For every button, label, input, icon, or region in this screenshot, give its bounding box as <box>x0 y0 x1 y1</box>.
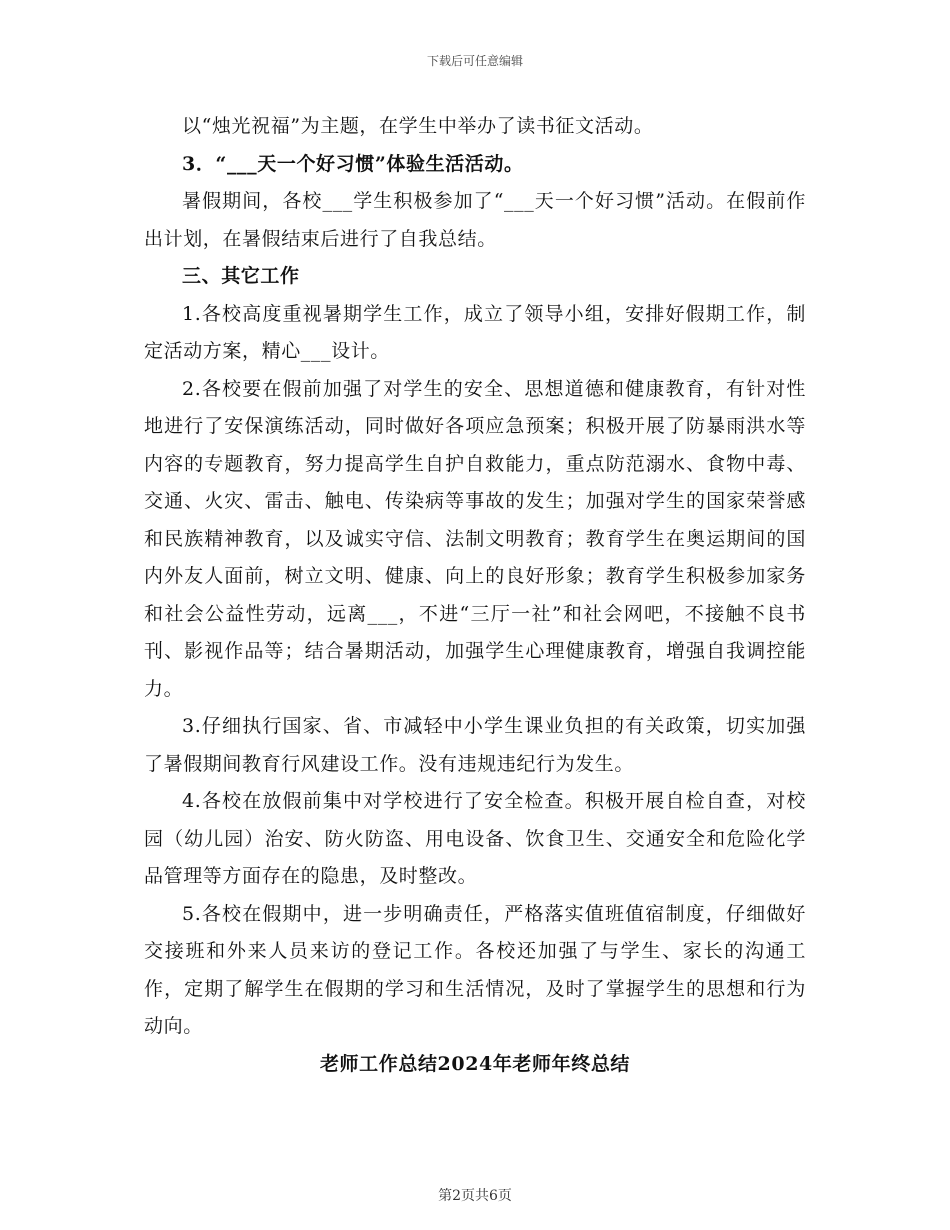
document-body <box>144 108 806 1083</box>
paragraph-item-1: 1.各校高度重视暑期学生工作，成立了领导小组，安排好假期工作，制定活动方案，精心___设计。 <box>144 302 806 362</box>
section-title: 老师工作总结2024年老师年终总结 <box>319 1052 631 1075</box>
paragraph-item-2: 2.各校要在假前加强了对学生的安全、思想道德和健康教育，有针对性地进行了安保演练活动，同时做好各项应急预案；积极开展了防暴雨洪水等内容的专题教育，努力提高学生自护自救能力，重点防范溺水、食物中毒、交通、火灾、雷击、触电、传染病等事故的发生；加强对学生的国家荣誉感和民族精神教育，以及诚实守信、法制文明教育；教育学生在奥运期间的国内外友人面前，树立文明、健康、向上的良好形象；教育学生积极参加家务和社会公益性劳动，远离___，不进“三厅一社”和社会网吧，不接触不良书刊、影视作品等；结合暑期活动，加强学生心理健康教育，增强自我调控能力。 <box>144 377 806 700</box>
paragraph-item-3: 3.仔细执行国家、省、市减轻中小学生课业负担的有关政策，切实加强了暑假期间教育行风建设工作。没有违规违纪行为发生。 <box>144 715 806 775</box>
paragraph-reading-essay: 以“烛光祝福”为主题，在学生中举办了读书征文活动。 <box>182 115 654 137</box>
paragraph-item-5: 5.各校在假期中，进一步明确责任，严格落实值班值宿制度，仔细做好交接班和外来人员来访的登记工作。各校还加强了与学生、家长的沟通工作，定期了解学生在假期的学习和生活情况，及时了掌握学生的思想和行为动向。 <box>144 902 806 1037</box>
paragraph-summer-activity: 暑假期间，各校___学生积极参加了“___天一个好习惯”活动。在假前作出计划，在暑假结束后进行了自我总结。 <box>144 190 806 250</box>
page-header: 下载后可任意编辑 <box>426 54 523 68</box>
paragraph-item-4: 4.各校在放假前集中对学校进行了安全检查。积极开展自检自查，对校园（幼儿园）治安、防火防盗、用电设备、饮食卫生、交通安全和危险化学品管理等方面存在的隐患，及时整改。 <box>144 790 806 887</box>
heading-good-habit-activity: 3．“___天一个好习惯”体验生活活动。 <box>182 152 524 175</box>
page-footer: 第2页共6页 <box>438 1188 512 1204</box>
heading-other-work: 三、其它工作 <box>182 265 300 287</box>
